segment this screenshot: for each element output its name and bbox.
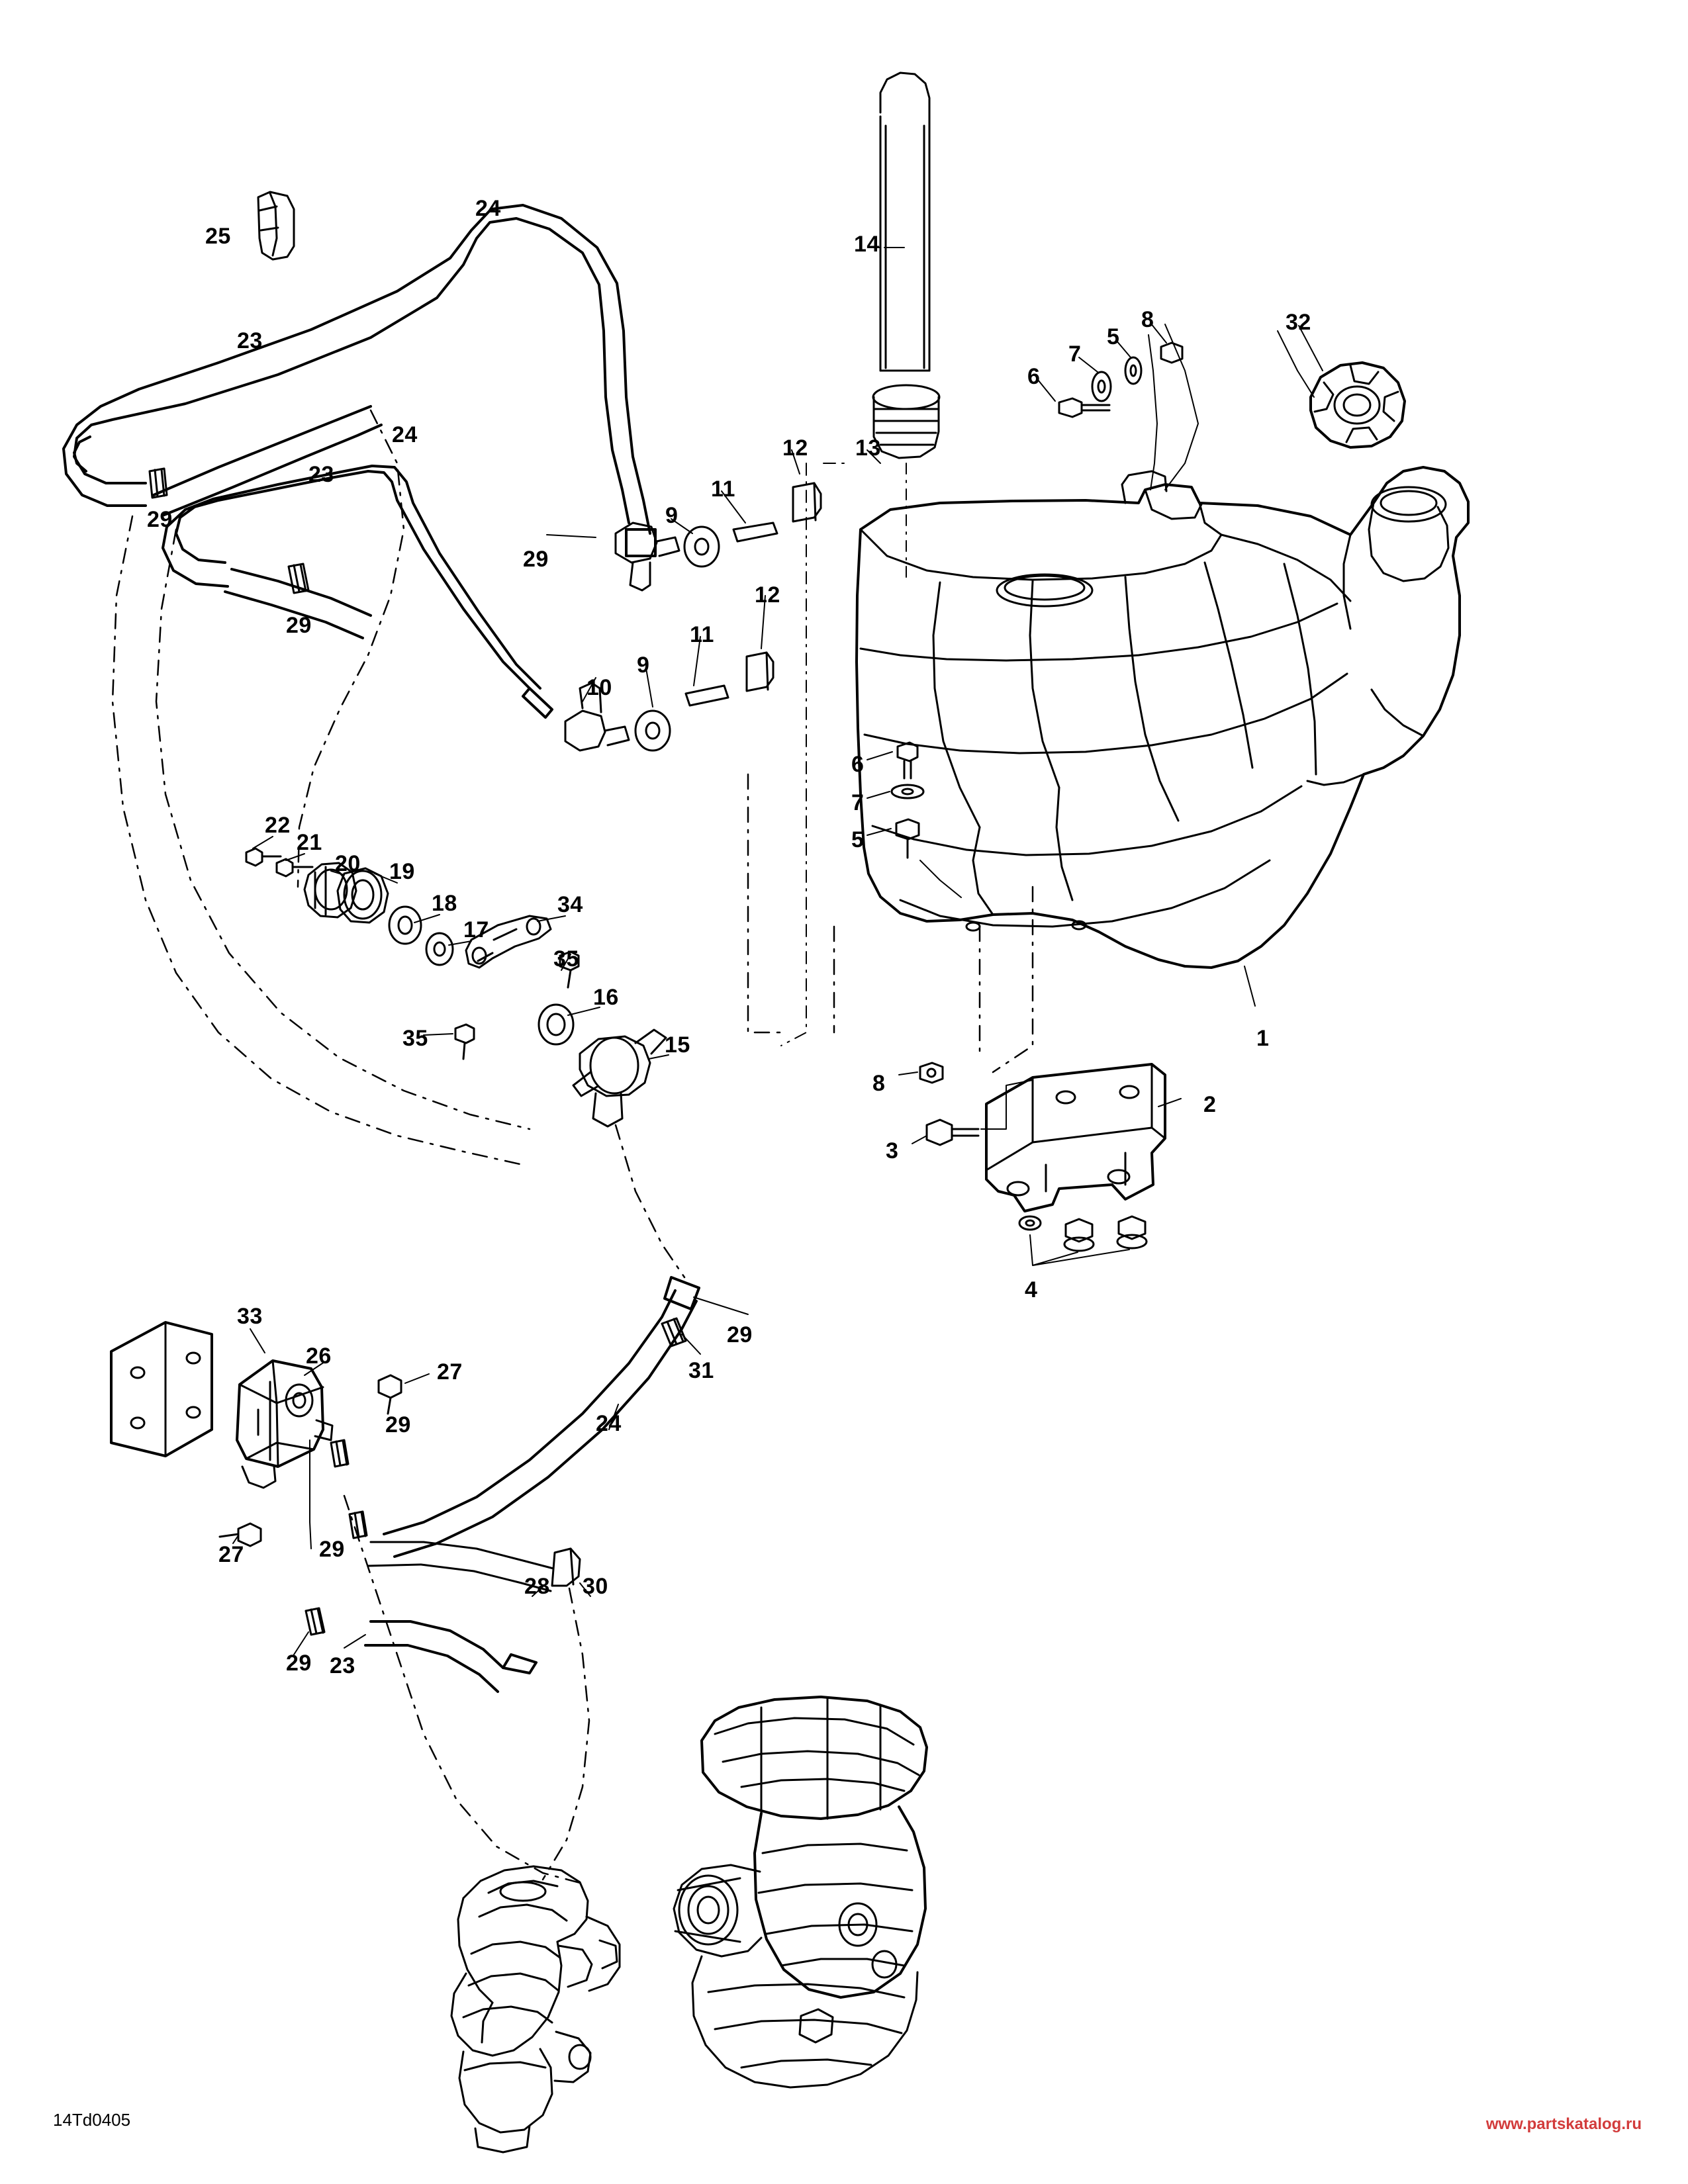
diagram-code: 14Td0405 — [53, 2110, 131, 2130]
callout-34: 34 — [557, 892, 583, 917]
callout-23-b: 23 — [308, 462, 334, 487]
callout-30: 30 — [583, 1574, 608, 1599]
hose-part-24-lower — [384, 1277, 699, 1557]
callout-15: 15 — [665, 1032, 690, 1058]
pin-part-11-upper — [733, 523, 777, 541]
callout-24-a: 24 — [475, 196, 501, 221]
callout-6-b: 6 — [851, 752, 865, 777]
callout-9-b: 9 — [637, 653, 650, 678]
callout-18: 18 — [432, 891, 457, 916]
callout-24-c: 24 — [596, 1411, 622, 1436]
fuel-cap-part-32 — [1311, 363, 1405, 447]
callout-7-a: 7 — [1068, 341, 1082, 367]
callout-9-a: 9 — [665, 503, 679, 528]
callout-23-c: 23 — [330, 1653, 355, 1678]
callout-14: 14 — [854, 232, 880, 257]
callout-10: 10 — [586, 675, 612, 700]
callout-29-d: 29 — [385, 1412, 411, 1437]
washer-part-9-lower — [635, 711, 670, 751]
callout-12-a: 12 — [782, 435, 808, 461]
callout-29-b: 29 — [286, 613, 312, 638]
callout-28: 28 — [524, 1574, 550, 1599]
callout-11-a: 11 — [711, 477, 735, 502]
callout-7-b: 7 — [851, 790, 865, 815]
callout-3: 3 — [886, 1138, 899, 1163]
callout-20: 20 — [335, 851, 361, 876]
callout-22: 22 — [265, 813, 291, 838]
hose-part-23-lower — [365, 1621, 536, 1692]
clip-part-25 — [258, 192, 294, 259]
callout-5-b: 5 — [851, 827, 865, 852]
washer-part-9-upper — [684, 527, 719, 567]
callout-1: 1 — [1256, 1026, 1270, 1051]
callout-29-g: 29 — [286, 1651, 312, 1676]
callout-21: 21 — [297, 830, 322, 855]
callout-35-a: 35 — [553, 946, 579, 972]
clamp-part-29-b — [289, 564, 308, 593]
callout-35-b: 35 — [402, 1026, 428, 1051]
callout-12-b: 12 — [755, 582, 780, 608]
callout-8-a: 8 — [1141, 307, 1154, 332]
bracket-part-2 — [986, 1064, 1165, 1211]
callout-19: 19 — [389, 859, 415, 884]
callout-2: 2 — [1203, 1092, 1217, 1117]
callout-29-c: 29 — [523, 547, 549, 572]
callout-11-b: 11 — [690, 622, 714, 647]
callout-5-a: 5 — [1107, 324, 1120, 349]
callout-29-a: 29 — [147, 507, 173, 532]
hose-part-24-top — [64, 205, 655, 556]
bracket-part-33 — [111, 1322, 212, 1456]
callout-32: 32 — [1286, 310, 1311, 335]
callout-27-a: 27 — [437, 1359, 463, 1385]
fuel-pump-part-26 — [237, 1361, 332, 1488]
plug-part-12-lower — [747, 653, 773, 691]
watermark: www.partskatalog.ru — [1485, 2115, 1642, 2133]
callout-13: 13 — [855, 435, 881, 461]
callout-8-b: 8 — [872, 1071, 886, 1096]
callout-33: 33 — [237, 1304, 263, 1329]
carburetor-illustration — [451, 1866, 620, 2152]
callout-17: 17 — [463, 917, 489, 942]
callout-23-a: 23 — [237, 328, 263, 353]
filler-tube-part-14 — [880, 73, 929, 371]
callout-29-f: 29 — [319, 1537, 345, 1562]
hose-part-24-second — [163, 466, 552, 717]
callout-26: 26 — [306, 1343, 332, 1369]
callout-25: 25 — [205, 224, 231, 249]
callout-16: 16 — [593, 985, 619, 1010]
callout-6-a: 6 — [1027, 364, 1041, 389]
callout-31: 31 — [688, 1358, 714, 1383]
filler-neck-part-13 — [873, 385, 939, 458]
clamp-part-29-a — [150, 469, 167, 498]
engine-illustration — [674, 1697, 927, 2087]
pin-part-11-lower — [686, 686, 728, 705]
callout-24-b: 24 — [392, 422, 418, 447]
fuel-tank-part-1 — [857, 467, 1468, 968]
callout-29-e: 29 — [727, 1322, 753, 1347]
callout-27-b: 27 — [218, 1542, 244, 1567]
callout-4: 4 — [1025, 1277, 1038, 1302]
